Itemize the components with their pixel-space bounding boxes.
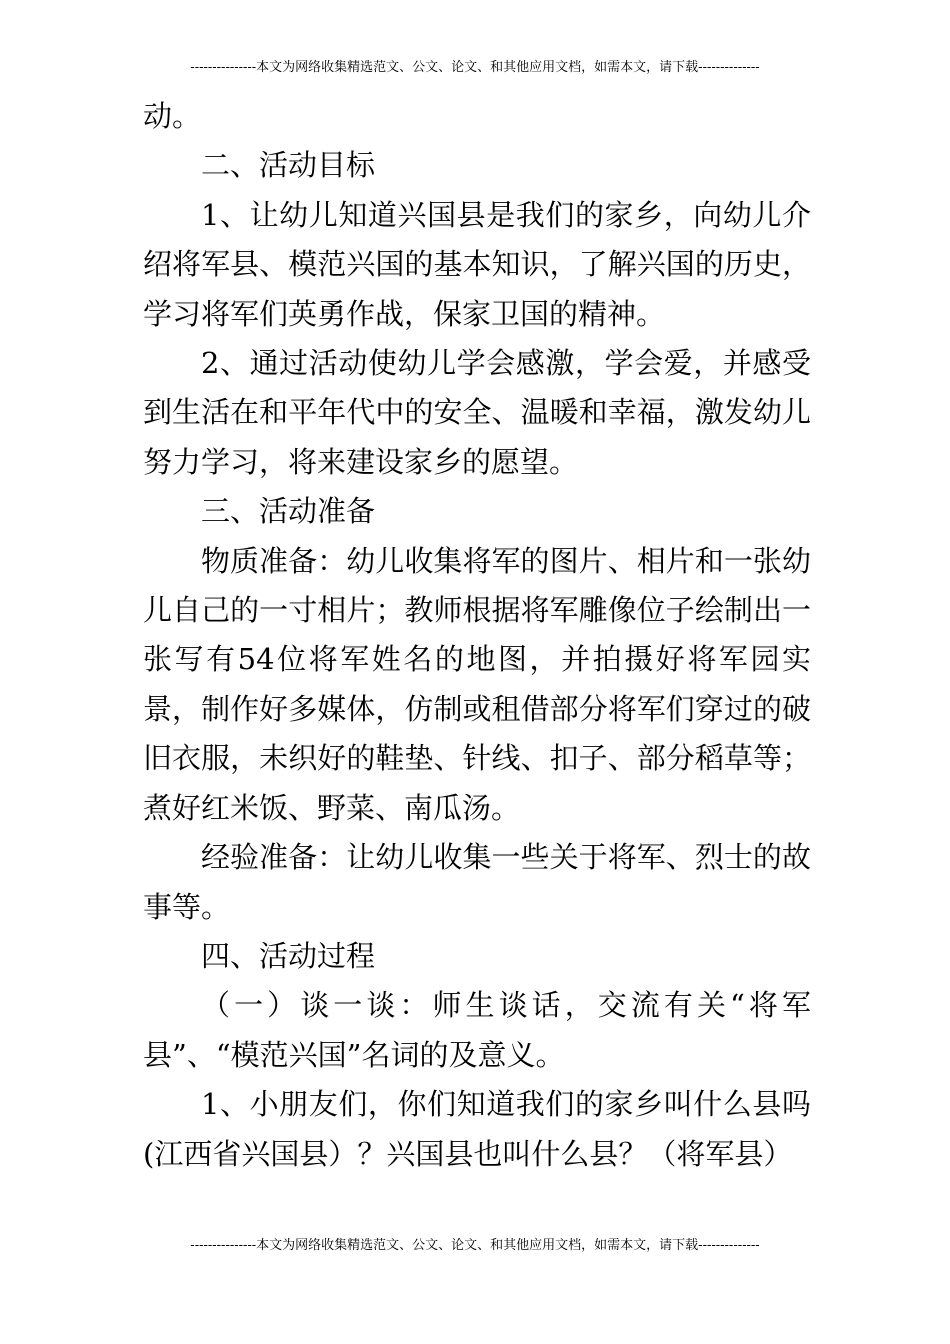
paragraph-goal-1: 1、让幼儿知道兴国县是我们的家乡，向幼儿介绍将军县、模范兴国的基本知识，了解兴国的历史，学习将军们英勇作战，保家卫国的精神。 [143, 197, 811, 331]
paragraph-process-step-1: （一）谈一谈：师生谈话，交流有关“将军县”、“模范兴国”名词的及意义。 [143, 988, 811, 1072]
document-body [143, 92, 811, 1179]
header-banner: ---------------本文为网络收集精选范文、公文、论文、和其他应用文档，如需本文，请下载-------------- [190, 60, 760, 75]
section-heading-process: 四、活动过程 [201, 938, 376, 973]
paragraph-continuation: 动。 [143, 99, 202, 133]
footer-banner: ---------------本文为网络收集精选范文、公文、论文、和其他应用文档，如需本文，请下载-------------- [190, 1238, 760, 1253]
paragraph-process-question-1: 1、小朋友们，你们知道我们的家乡叫什么县吗(江西省兴国县）？兴国县也叫什么县？（将军县） [143, 1087, 811, 1171]
paragraph-goal-2: 2、通过活动使幼儿学会感激，学会爱，并感受到生活在和平年代中的安全、温暖和幸福，激发幼儿努力学习，将来建设家乡的愿望。 [143, 346, 811, 479]
paragraph-material-preparation: 物质准备：幼儿收集将军的图片、相片和一张幼儿自己的一寸相片；教师根据将军雕像位子绘制出一张写有54位将军姓名的地图，并拍摄好将军园实景，制作好多媒体，仿制或租借部分将军们穿过的破旧衣服，未织好的鞋垫、针线、扣子、部分稻草等；煮好红米饭、野菜、南瓜汤。 [143, 543, 811, 825]
paragraph-experience-preparation: 经验准备：让幼儿收集一些关于将军、烈士的故事等。 [143, 840, 811, 924]
section-heading-preparation: 三、活动准备 [201, 494, 376, 529]
section-heading-goals: 二、活动目标 [201, 148, 376, 183]
